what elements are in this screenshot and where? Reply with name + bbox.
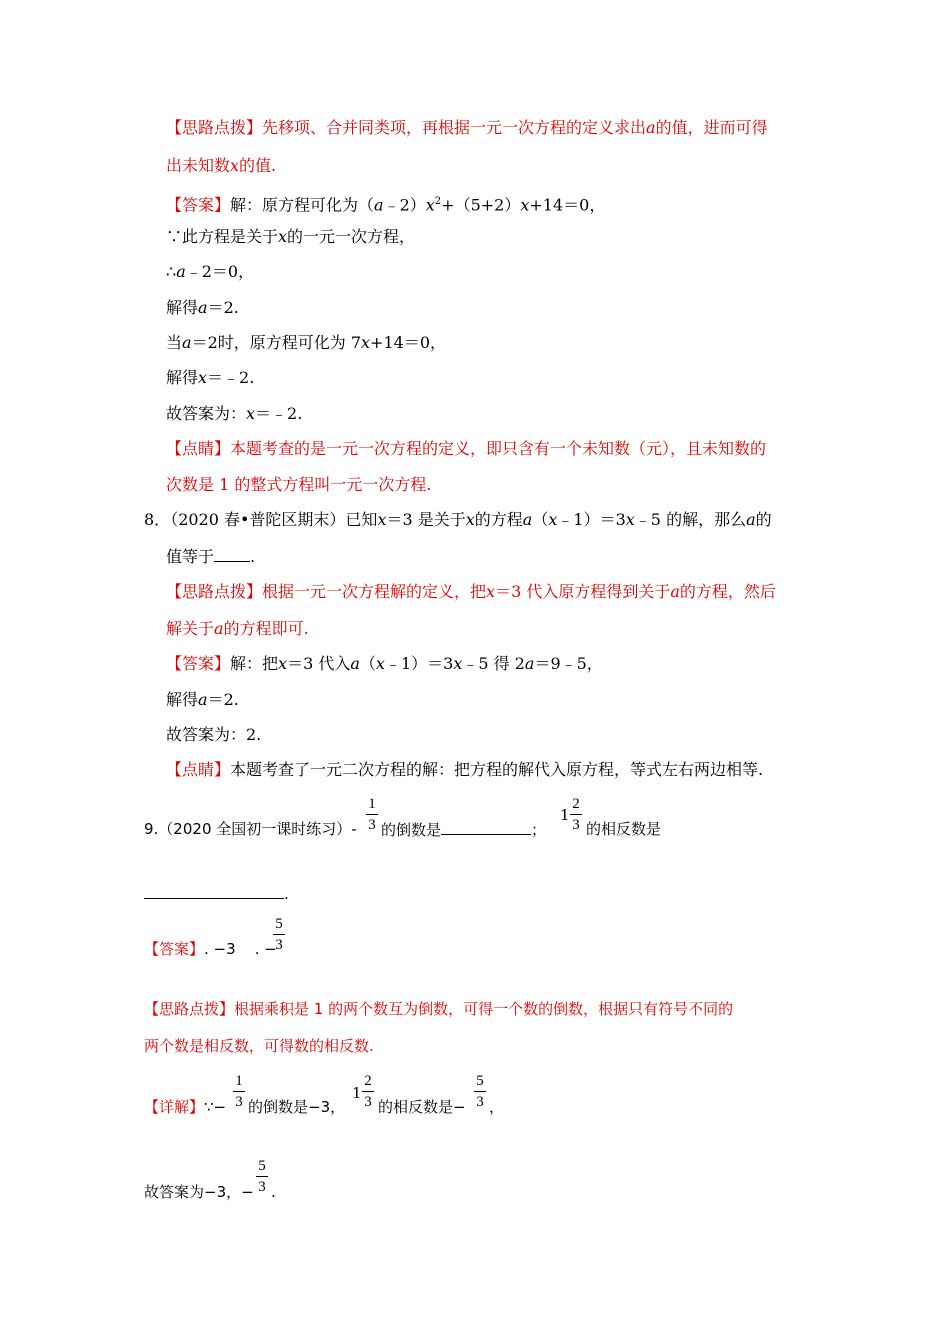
q7-answer-line-1: 【答案】解：原方程可化为$(a﹣2)x^2+(5+2)x+14=0$，: [166, 195, 606, 215]
q9-detail-fraction-2: 2 3: [362, 1072, 374, 1111]
q8-answer-blank: [214, 545, 250, 562]
q7-answer-line-2: ∵此方程是关于x的一元一次方程，: [166, 227, 416, 246]
q9-stem-line-2: .: [144, 882, 289, 904]
q9-detail-text-d: ，: [489, 1098, 505, 1116]
q7-answer-line-6: 解得x＝﹣2.: [166, 368, 255, 387]
q7-note-line-1: 【点睛】本题考查的是一元一次方程的定义，即只含有一个未知数（元），且未知数的: [166, 439, 767, 458]
q9-answer-line: 【答案】. −3 . −: [144, 940, 277, 958]
q9-answer-tag: 【答案】: [144, 940, 205, 958]
q9-detail-fraction-3: 5 3: [474, 1072, 486, 1111]
q8-hint-line-1: 【思路点拨】根据一元一次方程解的定义，把x＝3 代入原方程得到关于a的方程，然后: [166, 582, 776, 601]
q8-answer-tag: 【答案】: [166, 654, 231, 673]
q9-stem-fraction-1: 1 3: [366, 795, 378, 834]
q8-number: 8．: [144, 510, 171, 529]
q9-detail-whole: 1: [352, 1084, 362, 1102]
q9-detail-text-b: 的倒数是−3，: [248, 1098, 346, 1116]
q9-mixed-whole: 1: [560, 806, 570, 824]
q9-detail-tag: 【详解】: [144, 1098, 205, 1116]
q8-answer-line-3: 故答案为：2.: [166, 725, 262, 744]
q9-final-fraction: 5 3: [256, 1157, 268, 1196]
q8-stem-line-1: 8．（2020 春•普陀区期末）已知x＝3 是关于x的方程a（x﹣1）＝3x﹣5 的解，那么a的: [144, 510, 772, 529]
q7-answer-line-3: ∴a﹣2＝0，: [166, 262, 255, 281]
q8-hint-line-2: 解关于a的方程即可.: [166, 619, 309, 638]
q7-hint-line-1: 【思路点拨】先移项、合并同类项，再根据一元一次方程的定义求出a的值，进而可得: [166, 118, 768, 137]
q7-hint-tag: 【思路点拨】: [166, 118, 263, 137]
q7-note-line-2: 次数是 1 的整式方程叫一元一次方程.: [166, 475, 432, 494]
q7-answer-line-7: 故答案为：x＝﹣2.: [166, 404, 303, 423]
q9-stem-text-b: 的倒数是 ；: [381, 818, 546, 841]
q9-blank-2: [144, 882, 284, 899]
q9-stem-text-a: 9.（2020 全国初一课时练习）-: [144, 820, 357, 838]
q8-answer-line-1: 【答案】解：把x＝3 代入a（x﹣1）＝3x﹣5 得 2a＝9﹣5，: [166, 654, 603, 673]
q9-answer-fraction: 5 3: [273, 915, 285, 954]
q9-hint-line-1: 【思路点拨】根据乘积是 1 的两个数互为倒数，可得一个数的倒数，根据只有符号不同的: [144, 1000, 734, 1018]
q8-answer-line-2: 解得a＝2.: [166, 690, 239, 709]
q9-hint-line-2: 两个数是相反数，可得数的相反数.: [144, 1037, 374, 1055]
q9-stem-text-d: 的相反数是: [586, 820, 662, 838]
q9-hint-tag: 【思路点拨】: [144, 1000, 235, 1018]
q9-blank-1: [441, 818, 531, 835]
q9-final-text-a: 故答案为−3，−: [144, 1183, 254, 1201]
q9-detail-fraction-1: 1 3: [233, 1072, 245, 1111]
q7-answer-line-5: 当a＝2时，原方程可化为 7x+14＝0，: [166, 333, 446, 352]
q9-detail-text-a: 【详解】∵−: [144, 1098, 227, 1116]
q9-final-text-b: .: [271, 1183, 276, 1201]
q9-mixed-fraction: 2 3: [570, 795, 582, 834]
q7-hint-line-2: 出未知数x的值.: [166, 156, 277, 175]
q7-answer-tag: 【答案】: [166, 195, 231, 215]
q8-note-line-1: 【点睛】本题考查了一元二次方程的解：把方程的解代入原方程，等式左右两边相等.: [166, 760, 764, 779]
q8-hint-tag: 【思路点拨】: [166, 582, 263, 601]
q9-detail-text-c: 的相反数是−: [378, 1098, 466, 1116]
q7-answer-line-4: 解得a＝2.: [166, 298, 239, 317]
q7-note-tag: 【点睛】: [166, 439, 231, 458]
q8-stem-line-2: 值等于 .: [166, 547, 256, 566]
q8-note-tag: 【点睛】: [166, 760, 231, 779]
